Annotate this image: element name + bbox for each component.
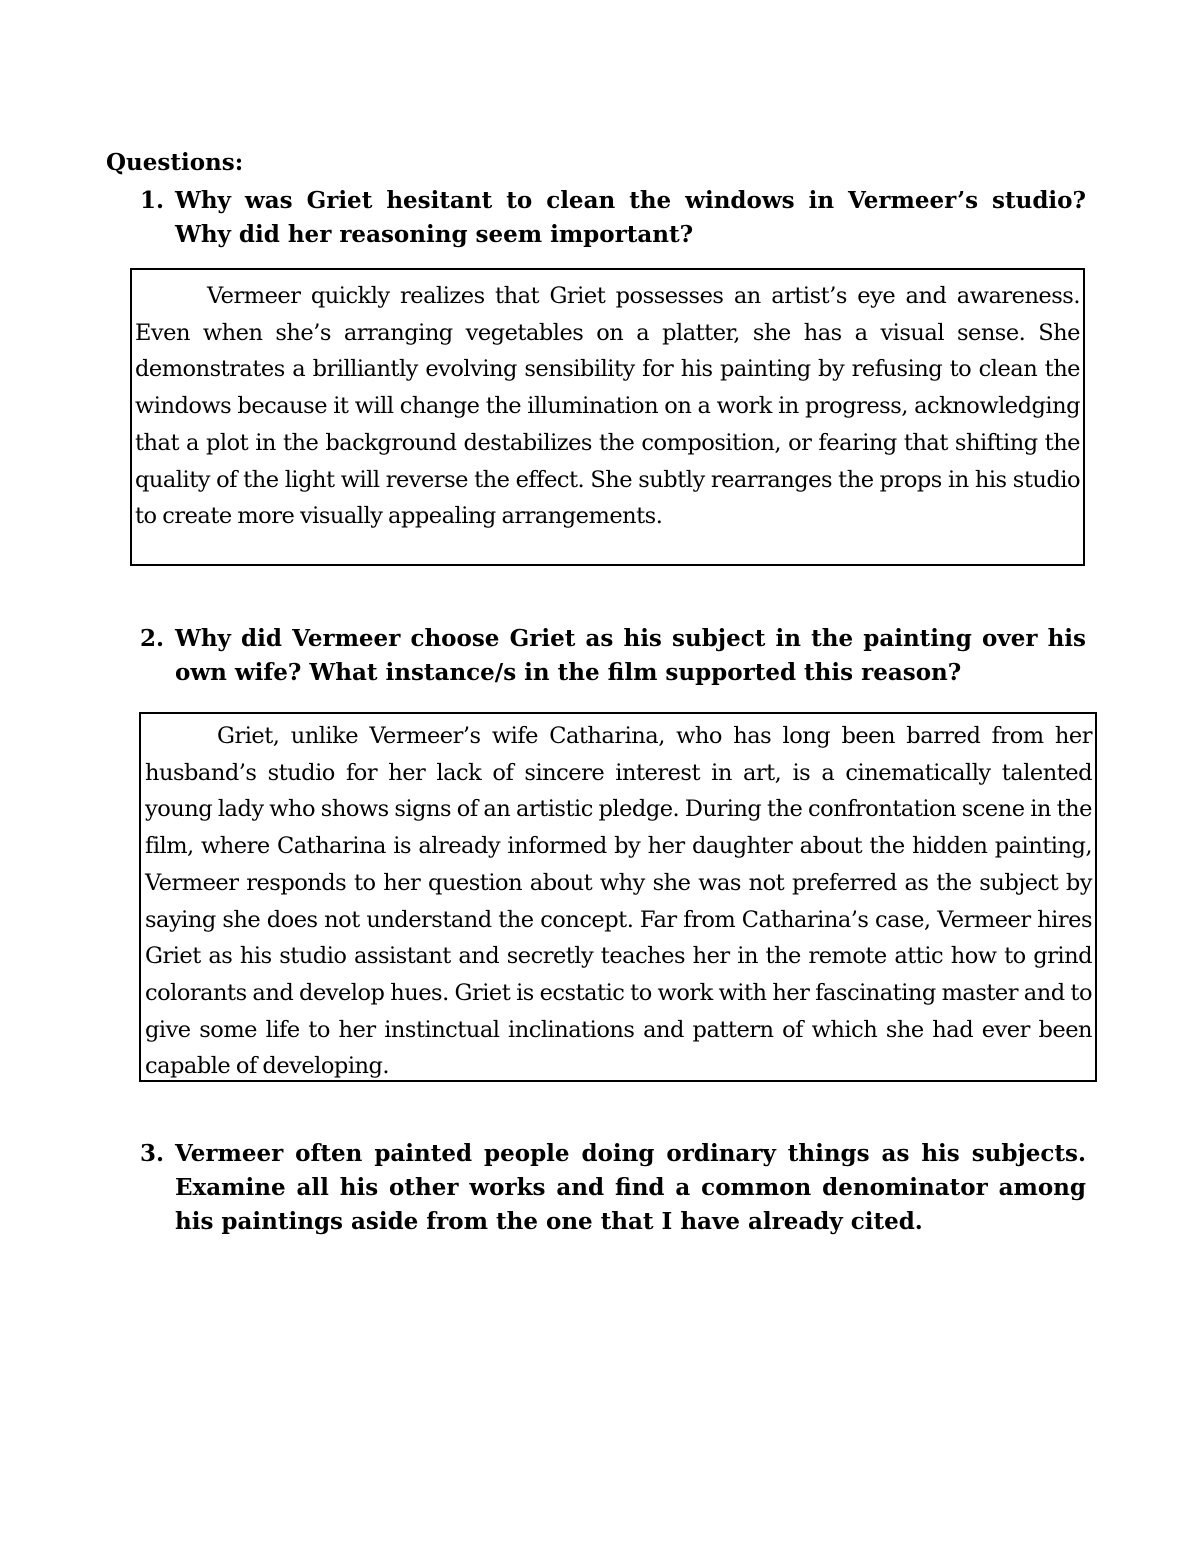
answer-box-2 bbox=[139, 712, 1097, 1082]
question-number: 1. bbox=[140, 187, 165, 214]
answer-text: Vermeer quickly realizes that Griet possesses an artist’s eye and awareness. Even when she’s arranging vegetables on a platter, she has a visual sense. She demonstrates a brilliantly evolving sensibility for his painting by refusing to clean the windows because it will change the illumination on a work in progress, acknowledging that a plot in the background destabilizes the composition, or fearing that shifting the quality of the light will reverse the effect. She subtly rearranges the props in his studio to create more visually appealing arrangements. bbox=[135, 283, 1080, 530]
question-3 bbox=[140, 1137, 1086, 1239]
question-number: 3. bbox=[140, 1140, 165, 1167]
question-text: Why did Vermeer choose Griet as his subject in the painting over his own wife? What instance/s in the film supported this reason? bbox=[175, 625, 1086, 686]
question-1 bbox=[140, 184, 1086, 252]
answer-text: Griet, unlike Vermeer’s wife Catharina, who has long been barred from her husband’s studio for her lack of sincere interest in art, is a cinematically talented young lady who shows signs of an artistic pledge. During the confrontation scene in the film, where Catharina is already informed by her daughter about the hidden painting, Vermeer responds to her question about why she was not preferred as the subject by saying she does not understand the concept. Far from Catharina’s case, Vermeer hires Griet as his studio assistant and secretly teaches her in the remote attic how to grind colorants and develop hues. Griet is ecstatic to work with her fascinating master and to give some life to her instinctual inclinations and pattern of which she had ever been capable of developing. bbox=[145, 723, 1092, 1080]
questions-heading: Questions: bbox=[106, 149, 244, 176]
question-number: 2. bbox=[140, 625, 165, 652]
answer-box-1 bbox=[130, 268, 1085, 566]
question-2 bbox=[140, 622, 1086, 690]
question-text: Why was Griet hesitant to clean the windows in Vermeer’s studio? Why did her reasoning seem important? bbox=[175, 187, 1086, 248]
question-text: Vermeer often painted people doing ordinary things as his subjects. Examine all his other works and find a common denominator among his paintings aside from the one that I have already cited. bbox=[175, 1140, 1086, 1235]
